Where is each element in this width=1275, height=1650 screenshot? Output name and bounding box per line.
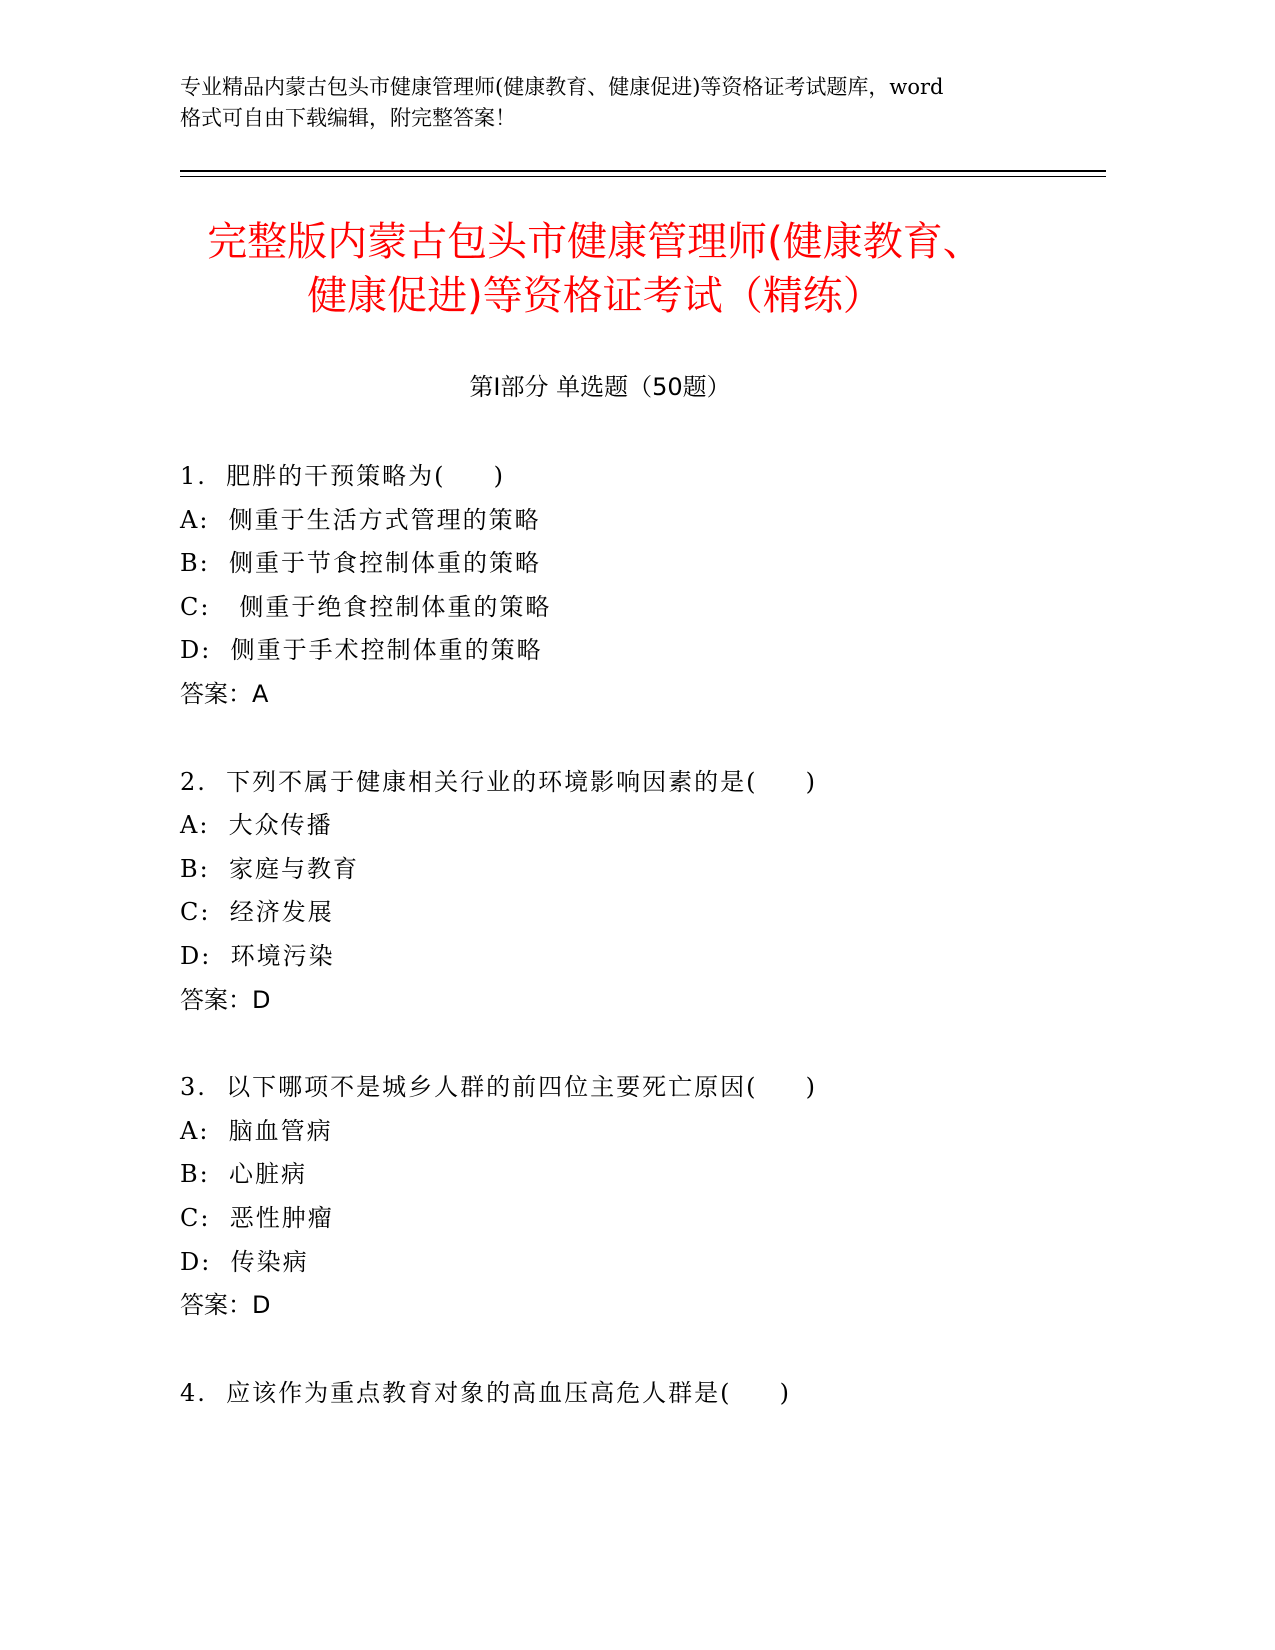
question-stem: 3. 以下哪项不是城乡人群的前四位主要死亡原因( ) [180, 1073, 818, 1102]
header-note-line-2: 格式可自由下载编辑，附完整答案！ [180, 106, 516, 130]
question-stem: 1. 肥胖的干预策略为( ) [180, 462, 506, 490]
option-b: B: 侧重于节食控制体重的策略 [180, 549, 541, 578]
document-title-line-2: 健康促进)等资格证考试（精练） [307, 273, 883, 319]
option-b: B: 家庭与教育 [180, 854, 359, 883]
option-d: D: 传染病 [180, 1247, 309, 1276]
option-c: C: 经济发展 [180, 898, 334, 927]
option-a: A: 大众传播 [180, 811, 333, 840]
option-d: D: 侧重于手术控制体重的策略 [180, 636, 543, 665]
question-stem: 2. 下列不属于健康相关行业的环境影响因素的是( ) [180, 767, 818, 796]
header-divider-thin [180, 176, 1106, 177]
option-a: A: 侧重于生活方式管理的策略 [180, 505, 541, 534]
section-title: 第Ⅰ部分 单选题（50题） [469, 373, 731, 401]
option-a: A: 脑血管病 [180, 1116, 333, 1145]
document-title-line-1: 完整版内蒙古包头市健康管理师(健康教育、 [207, 219, 983, 265]
question-3 [180, 1066, 1080, 1328]
answer-label: 答案：D [180, 1291, 271, 1320]
question-2 [180, 761, 1080, 1023]
question-1 [180, 455, 1080, 717]
document-title [180, 215, 1010, 323]
header-divider-thick [180, 170, 1106, 172]
answer-label: 答案：D [180, 985, 271, 1014]
header-note-line-1: 专业精品内蒙古包头市健康管理师(健康教育、健康促进)等资格证考试题库，word [180, 75, 944, 99]
option-d: D: 环境污染 [180, 941, 335, 970]
answer-label: 答案：A [180, 679, 269, 708]
option-c: C: 侧重于绝食控制体重的策略 [180, 592, 552, 621]
question-list [180, 455, 1080, 1459]
question-4 [180, 1372, 1080, 1416]
option-b: B: 心脏病 [180, 1160, 307, 1189]
question-stem: 4. 应该作为重点教育对象的高血压高危人群是( ) [180, 1378, 792, 1407]
option-c: C: 恶性肿瘤 [180, 1203, 334, 1232]
header-note [180, 72, 1060, 134]
